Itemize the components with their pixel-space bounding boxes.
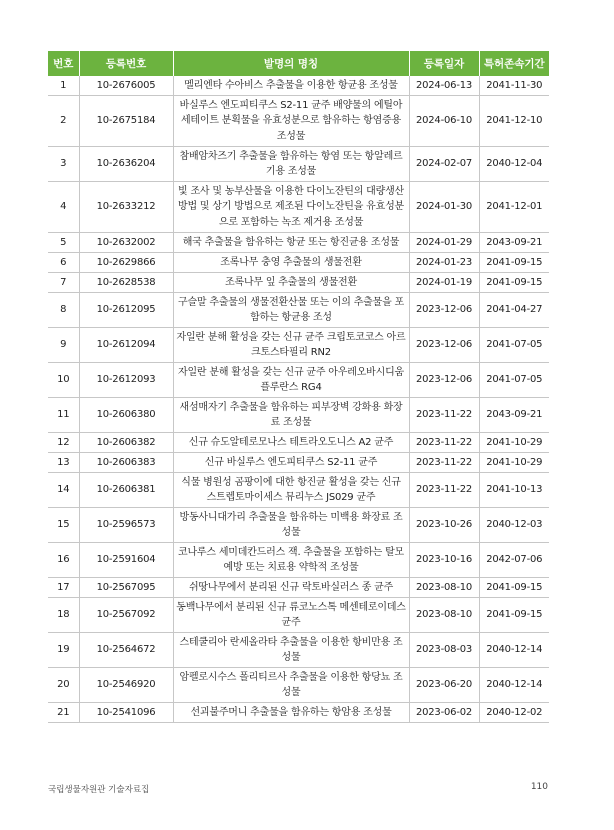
table-row — [48, 598, 549, 633]
header-registration-number: 등록번호 — [79, 51, 173, 76]
cell-registration-number: 10-2675184 — [79, 96, 173, 147]
cell-patent-term: 2042-07-06 — [479, 543, 549, 578]
cell-registration-date: 2024-06-13 — [409, 76, 479, 96]
cell-patent-term: 2040-12-14 — [479, 633, 549, 668]
header-registration-date: 등록일자 — [409, 51, 479, 76]
cell-registration-number: 10-2612094 — [79, 328, 173, 363]
cell-registration-number: 10-2629866 — [79, 253, 173, 273]
cell-patent-term: 2040-12-14 — [479, 668, 549, 703]
cell-registration-date: 2023-06-20 — [409, 668, 479, 703]
cell-invention-title: 신규 바실루스 엔도피티쿠스 S2-11 균주 — [173, 453, 409, 473]
cell-registration-date: 2023-06-02 — [409, 703, 479, 723]
table-row — [48, 147, 549, 182]
cell-invention-title: 참배암차즈기 추출물을 함유하는 항염 또는 항알레르기용 조성물 — [173, 147, 409, 182]
cell-invention-title: 새섬매자기 추출물을 함유하는 피부장벽 강화용 화장료 조성물 — [173, 398, 409, 433]
cell-invention-title: 쉬땅나무에서 분리된 신규 락토바실러스 종 균주 — [173, 578, 409, 598]
cell-registration-date: 2023-08-03 — [409, 633, 479, 668]
cell-number: 15 — [48, 508, 79, 543]
cell-number: 7 — [48, 273, 79, 293]
cell-registration-date: 2023-11-22 — [409, 473, 479, 508]
cell-patent-term: 2041-09-15 — [479, 598, 549, 633]
cell-patent-term: 2041-10-29 — [479, 453, 549, 473]
cell-number: 12 — [48, 433, 79, 453]
table-row — [48, 508, 549, 543]
cell-registration-number: 10-2564672 — [79, 633, 173, 668]
cell-patent-term: 2041-07-05 — [479, 328, 549, 363]
cell-number: 9 — [48, 328, 79, 363]
table-row — [48, 363, 549, 398]
cell-patent-term: 2041-12-01 — [479, 182, 549, 233]
cell-patent-term: 2041-10-29 — [479, 433, 549, 453]
cell-patent-term: 2043-09-21 — [479, 233, 549, 253]
cell-registration-number: 10-2606381 — [79, 473, 173, 508]
cell-registration-number: 10-2546920 — [79, 668, 173, 703]
table-row — [48, 96, 549, 147]
cell-number: 19 — [48, 633, 79, 668]
table-row — [48, 633, 549, 668]
cell-invention-title: 조록나무 잎 추출물의 생물전환 — [173, 273, 409, 293]
cell-number: 16 — [48, 543, 79, 578]
cell-registration-number: 10-2633212 — [79, 182, 173, 233]
cell-registration-number: 10-2676005 — [79, 76, 173, 96]
header-number: 번호 — [48, 51, 79, 76]
cell-number: 13 — [48, 453, 79, 473]
cell-registration-number: 10-2541096 — [79, 703, 173, 723]
cell-invention-title: 암펠로시수스 폴리티르사 추출물을 이용한 항당뇨 조성물 — [173, 668, 409, 703]
table-row — [48, 703, 549, 723]
cell-patent-term: 2040-12-02 — [479, 703, 549, 723]
cell-registration-number: 10-2567095 — [79, 578, 173, 598]
cell-patent-term: 2043-09-21 — [479, 398, 549, 433]
cell-registration-date: 2023-10-26 — [409, 508, 479, 543]
cell-registration-date: 2023-11-22 — [409, 398, 479, 433]
table-row — [48, 398, 549, 433]
header-patent-term: 특허존속기간 — [479, 51, 549, 76]
table-row — [48, 453, 549, 473]
cell-number: 2 — [48, 96, 79, 147]
cell-registration-date: 2023-11-22 — [409, 433, 479, 453]
cell-registration-date: 2023-08-10 — [409, 598, 479, 633]
table-row — [48, 253, 549, 273]
cell-registration-date: 2023-08-10 — [409, 578, 479, 598]
cell-number: 8 — [48, 293, 79, 328]
footer-publication-title: 국립생물자원관 기술자료집 — [48, 785, 150, 795]
table-row — [48, 433, 549, 453]
cell-patent-term: 2041-09-15 — [479, 578, 549, 598]
cell-registration-date: 2023-12-06 — [409, 363, 479, 398]
cell-registration-number: 10-2636204 — [79, 147, 173, 182]
cell-registration-number: 10-2591604 — [79, 543, 173, 578]
cell-registration-number: 10-2632002 — [79, 233, 173, 253]
table-row — [48, 233, 549, 253]
table-header-row — [48, 51, 549, 76]
table-row — [48, 668, 549, 703]
cell-registration-date: 2023-12-06 — [409, 328, 479, 363]
cell-patent-term: 2040-12-03 — [479, 508, 549, 543]
cell-registration-date: 2023-11-22 — [409, 453, 479, 473]
cell-invention-title: 구슬말 추출물의 생물전환산물 또는 이의 추출물을 포함하는 항균용 조성 — [173, 293, 409, 328]
table-row — [48, 328, 549, 363]
cell-registration-number: 10-2606383 — [79, 453, 173, 473]
cell-registration-date: 2024-01-30 — [409, 182, 479, 233]
cell-invention-title: 방동사니대가리 추출물을 함유하는 미백용 화장료 조성물 — [173, 508, 409, 543]
cell-patent-term: 2040-12-04 — [479, 147, 549, 182]
cell-registration-date: 2024-06-10 — [409, 96, 479, 147]
header-invention-title: 발명의 명칭 — [173, 51, 409, 76]
cell-number: 4 — [48, 182, 79, 233]
cell-invention-title: 식물 병원성 곰팡이에 대한 항진균 활성을 갖는 신규 스트렙토마이세스 뮤리누스 JS029 균주 — [173, 473, 409, 508]
table-row — [48, 473, 549, 508]
cell-registration-date: 2023-12-06 — [409, 293, 479, 328]
cell-registration-date: 2024-01-19 — [409, 273, 479, 293]
cell-invention-title: 해국 추출물을 함유하는 항균 또는 항진균용 조성물 — [173, 233, 409, 253]
cell-invention-title: 동백나무에서 분리된 신규 류코노스톡 메센테로이데스 균주 — [173, 598, 409, 633]
table-row — [48, 293, 549, 328]
cell-number: 20 — [48, 668, 79, 703]
cell-registration-date: 2023-10-16 — [409, 543, 479, 578]
cell-registration-number: 10-2606380 — [79, 398, 173, 433]
cell-number: 3 — [48, 147, 79, 182]
cell-registration-date: 2024-02-07 — [409, 147, 479, 182]
cell-registration-number: 10-2596573 — [79, 508, 173, 543]
cell-number: 18 — [48, 598, 79, 633]
cell-number: 21 — [48, 703, 79, 723]
cell-invention-title: 스테쿨리아 란세올라타 추출물을 이용한 항비만용 조성물 — [173, 633, 409, 668]
cell-invention-title: 바실루스 엔도피티쿠스 S2-11 균주 배양물의 에틸아세테이트 분획물을 유효성분으로 함유하는 항염증용 조성물 — [173, 96, 409, 147]
cell-patent-term: 2041-12-10 — [479, 96, 549, 147]
cell-number: 17 — [48, 578, 79, 598]
cell-registration-date: 2024-01-29 — [409, 233, 479, 253]
cell-patent-term: 2041-09-15 — [479, 273, 549, 293]
table-row — [48, 578, 549, 598]
patent-table — [48, 51, 549, 723]
cell-patent-term: 2041-09-15 — [479, 253, 549, 273]
cell-invention-title: 선괴불주머니 추출물을 함유하는 항암용 조성물 — [173, 703, 409, 723]
table-row — [48, 543, 549, 578]
cell-registration-number: 10-2612095 — [79, 293, 173, 328]
cell-number: 6 — [48, 253, 79, 273]
cell-invention-title: 빛 조사 및 농부산물을 이용한 다이노잔틴의 대량생산방법 및 상기 방법으로 제조된 다이노잔틴을 유효성분으로 포함하는 녹조 제거용 조성물 — [173, 182, 409, 233]
cell-patent-term: 2041-10-13 — [479, 473, 549, 508]
cell-registration-number: 10-2606382 — [79, 433, 173, 453]
cell-registration-number: 10-2567092 — [79, 598, 173, 633]
page-number: 110 — [530, 782, 548, 792]
cell-number: 14 — [48, 473, 79, 508]
cell-patent-term: 2041-04-27 — [479, 293, 549, 328]
cell-registration-date: 2024-01-23 — [409, 253, 479, 273]
cell-number: 11 — [48, 398, 79, 433]
cell-registration-number: 10-2628538 — [79, 273, 173, 293]
cell-number: 5 — [48, 233, 79, 253]
cell-invention-title: 자일란 분해 활성을 갖는 신규 균주 크립토코코스 아르크토스타필리 RN2 — [173, 328, 409, 363]
cell-patent-term: 2041-07-05 — [479, 363, 549, 398]
table-row — [48, 182, 549, 233]
cell-number: 1 — [48, 76, 79, 96]
cell-invention-title: 조록나무 충영 추출물의 생물전환 — [173, 253, 409, 273]
cell-registration-number: 10-2612093 — [79, 363, 173, 398]
table-row — [48, 273, 549, 293]
cell-invention-title: 자일란 분해 활성을 갖는 신규 균주 아우레오바시디움 플루란스 RG4 — [173, 363, 409, 398]
cell-patent-term: 2041-11-30 — [479, 76, 549, 96]
cell-invention-title: 멜리엔타 수아비스 추출물을 이용한 항균용 조성물 — [173, 76, 409, 96]
cell-invention-title: 코나루스 세미데칸드러스 잭. 추출물을 포함하는 탈모 예방 또는 치료용 약학적 조성물 — [173, 543, 409, 578]
cell-number: 10 — [48, 363, 79, 398]
table-row — [48, 76, 549, 96]
cell-invention-title: 신규 슈도알테로모나스 테트라오도니스 A2 균주 — [173, 433, 409, 453]
